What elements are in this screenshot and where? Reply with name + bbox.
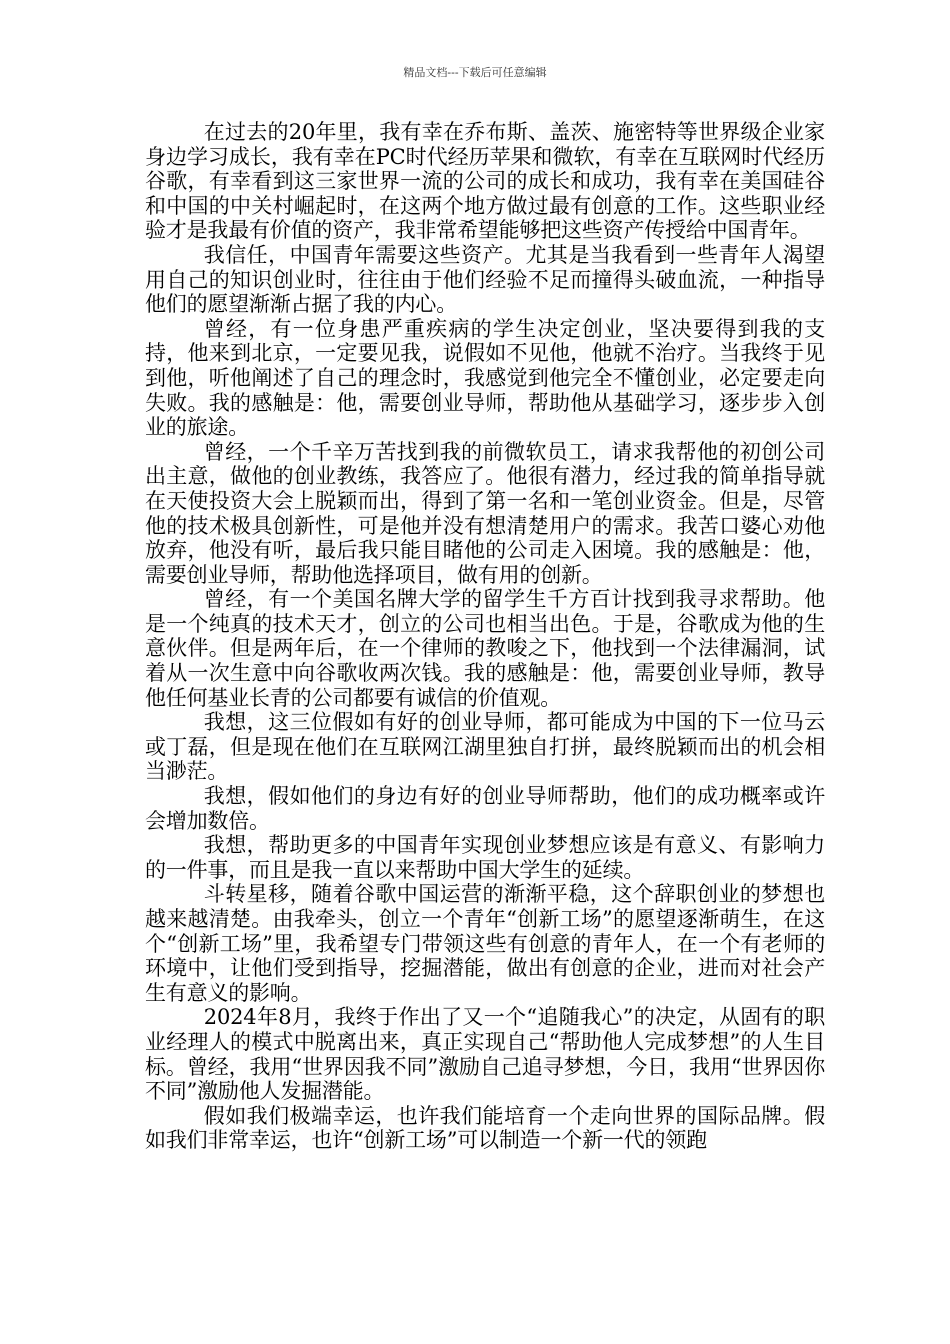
paragraph-1: 在过去的20年里，我有幸在乔布斯、盖茨、施密特等世界级企业家身边学习成长，我有幸在PC时代经历苹果和微软，有幸在互联网时代经历谷歌，有幸看到这三家世界一流的公司的成长和成功，我有幸在美国硅谷和中国的中关村崛起时，在这两个地方做过最有创意的工作。这些职业经验才是我最有价值的资产，我非常希望能够把这些资产传授给中国青年。 xyxy=(145,120,825,243)
paragraph-2: 我信任，中国青年需要这些资产。尤其是当我看到一些青年人渴望用自己的知识创业时，往往由于他们经验不足而撞得头破血流，一种指导他们的愿望渐渐占据了我的内心。 xyxy=(145,242,825,317)
paragraph-10: 2024年8月，我终于作出了又一个“追随我心”的决定，从固有的职业经理人的模式中脱离出来，真正实现自己“帮助他人完成梦想”的人生目标。曾经，我用“世界因我不同”激励自己追寻梦想，今日，我用“世界因你不同”激励他人发掘潜能。 xyxy=(145,1005,825,1104)
paragraph-6: 我想，这三位假如有好的创业导师，都可能成为中国的下一位马云或丁磊，但是现在他们在互联网江湖里独自打拼，最终脱颖而出的机会相当渺茫。 xyxy=(145,710,825,784)
paragraph-4: 曾经，一个千辛万苦找到我的前微软员工，请求我帮他的初创公司出主意，做他的创业教练，我答应了。他很有潜力，经过我的简单指导就在天使投资大会上脱颖而出，得到了第一名和一笔创业资金。但是，尽管他的技术极具创新性，可是他并没有想清楚用户的需求。我苦口婆心劝他放弃，他没有听，最后我只能目睹他的公司走入困境。我的感触是：他，需要创业导师，帮助他选择项目，做有用的创新。 xyxy=(145,439,825,587)
paragraph-5: 曾经，有一个美国名牌大学的留学生千方百计找到我寻求帮助。他是一个纯真的技术天才，创立的公司也相当出色。于是，谷歌成为他的生意伙伴。但是两年后，在一个律师的教唆之下，他找到一个法律漏洞，试着从一次生意中向谷歌收两次钱。我的感触是：他，需要创业导师，教导他任何基业长青的公司都要有诚信的价值观。 xyxy=(145,587,825,710)
paragraph-8: 我想，帮助更多的中国青年实现创业梦想应该是有意义、有影响力的一件事，而且是我一直以来帮助中国大学生的延续。 xyxy=(145,833,825,882)
paragraph-11: 假如我们极端幸运，也许我们能培育一个走向世界的国际品牌。假如我们非常幸运，也许“创新工场”可以制造一个新一代的领跑 xyxy=(145,1103,825,1153)
paragraph-9: 斗转星移，随着谷歌中国运营的渐渐平稳，这个辞职创业的梦想也越来越清楚。由我牵头，创立一个青年“创新工场”的愿望逐渐萌生，在这个“创新工场”里，我希望专门带领这些有创意的青年人，在一个有老师的环境中，让他们受到指导，挖掘潜能，做出有创意的企业，进而对社会产生有意义的影响。 xyxy=(145,882,825,1005)
page-header: 精品文档---下载后可任意编辑 xyxy=(403,66,547,79)
paragraph-3: 曾经，有一位身患严重疾病的学生决定创业，坚决要得到我的支持，他来到北京，一定要见我，说假如不见他，他就不治疗。当我终于见到他，听他阐述了自己的理念时，我感觉到他完全不懂创业，必定要走向失败。我的感触是：他，需要创业导师，帮助他从基础学习，逐步步入创业的旅途。 xyxy=(145,316,825,440)
document-body xyxy=(145,120,825,1153)
paragraph-7: 我想，假如他们的身边有好的创业导师帮助，他们的成功概率或许会增加数倍。 xyxy=(145,784,825,833)
